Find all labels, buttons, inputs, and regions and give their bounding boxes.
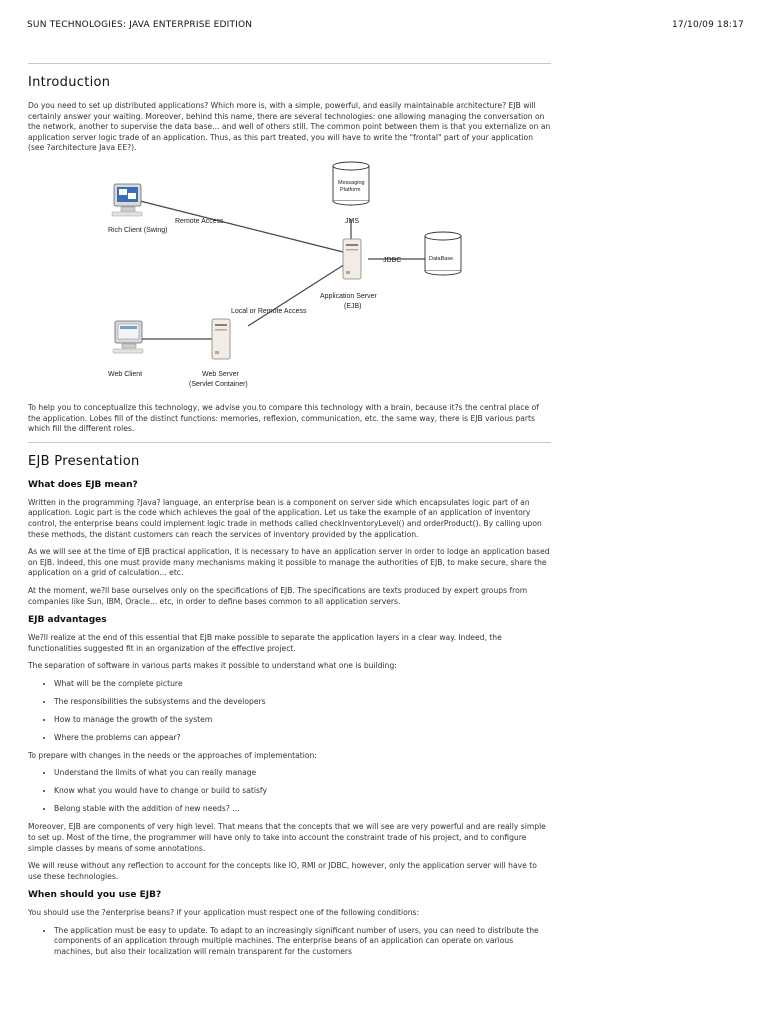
rich-client-label: Rich Client (Swing) — [108, 226, 168, 234]
web-client-label: Web Client — [108, 370, 143, 378]
list-item: • Understand the limits of what you can really manage — [54, 768, 551, 778]
platform-label: Platform — [340, 186, 361, 193]
web-server-label: Web Server — [202, 370, 239, 378]
database-icon — [425, 232, 461, 275]
servlet-container-label: (Servlet Container) — [189, 380, 248, 388]
when-list — [28, 926, 551, 957]
list-item: • How to manage the growth of the system — [54, 715, 551, 725]
advantages-heading: EJB advantages — [28, 615, 107, 626]
list-item: • Know what you would have to change or build to satisfy — [54, 786, 551, 796]
list-item: • What will be the complete picture — [54, 679, 551, 689]
intro-paragraph-1: Do you need to set up distributed applications? Which more is, with a simple, powerful, and easily maintainable architecture? EJB will certainly answer your waiting. Moreover, behind this name, there are several technologies: one allowing managing the conversation on the network, another to supervise the data base... and well of others still. The common point between them is that you externalize on an application server logic trade of an application. Thus, as this part treated, you will have to write the "frontal" part of your application (see ?architecture Java EE?). — [28, 101, 551, 153]
intro-heading: Introduction — [28, 75, 111, 90]
jms-label: JMS — [345, 217, 359, 225]
intro-paragraph-2: To help you to conceptualize this technology, we advise you to compare this technology with a brain, because it?s the central place of the application. Lobes fill of the distinct functions: memories, reflexion, communication, etc. the same way, there is EJB various parts which fill the different roles. — [28, 402, 539, 434]
messaging-label: Messaging — [338, 179, 365, 186]
advantages-paragraph-4: Moreover, EJB are components of very high level. That means that the concepts that we will see are very powerful and are really simple to set up. Most of the time, the programmer will have only to take into account the constraint trade of his project, and to configure simple classes by means of some annotations. — [28, 822, 546, 853]
list-item: • The application must be easy to update. To adapt to an increasingly significant number of users, you can need to distribute the components of an application through multiple machines. The enterprise beans of an application can operate on various machines, but also their localization will remain transparent for the customers — [54, 926, 551, 957]
architecture-diagram — [28, 161, 551, 393]
database-label: DataBase — [429, 255, 454, 262]
what-paragraph-3: At the moment, we?ll base ourselves only on the specifications of EJB. The specifications are texts produced by expert groups from companies like Sun, IBM, Oracle... etc, in order to define bases common to all application servers. — [28, 585, 528, 606]
ejb-label: (EJB) — [344, 302, 362, 310]
page-header — [27, 20, 744, 34]
web-server-icon — [212, 319, 230, 359]
divider — [28, 442, 551, 443]
main-content — [28, 63, 551, 965]
advantages-paragraph-2: The separation of software in various parts makes it possible to understand what one is building: — [28, 661, 397, 671]
what-paragraph-2: As we will see at the time of EJB practical application, it is necessary to have an application server in order to lodge an application based on EJB. Indeed, this one must provide many mechanisms making it possible to manage the authorities of EJB, to make secure, share the application on a grid of calculation... etc. — [28, 547, 550, 578]
advantages-paragraph-5: We will reuse without any reflection to account for the concepts like IO, RMI or JDBC, however, only the application server will have to use these technologies. — [28, 861, 537, 881]
list-item: • Where the problems can appear? — [54, 733, 551, 743]
what-heading: What does EJB mean? — [28, 479, 138, 490]
jdbc-label: JDBC — [383, 256, 402, 264]
web-client-icon — [113, 321, 143, 353]
rich-client-icon — [112, 184, 142, 216]
list-item: • Belong stable with the addition of new needs? ... — [54, 804, 551, 814]
local-remote-label: Local or Remote Access — [231, 307, 307, 315]
divider — [28, 63, 551, 64]
when-paragraph-1: You should use the ?enterprise beans? if your application must respect one of the following conditions: — [28, 908, 420, 918]
advantages-list-1 — [28, 679, 551, 743]
advantages-paragraph-3: To prepare with changes in the needs or the approaches of implementation: — [28, 750, 317, 760]
ejb-heading: EJB Presentation — [28, 453, 140, 469]
print-datetime: 17/10/09 18:17 — [671, 20, 744, 30]
document-title: SUN TECHNOLOGIES: JAVA ENTERPRISE EDITION — [27, 20, 253, 30]
application-server-icon — [343, 239, 361, 279]
application-server-label: Application Server — [320, 292, 377, 300]
list-item: • The responsibilities the subsystems and the developers — [54, 697, 551, 707]
remote-access-line — [140, 201, 351, 254]
advantages-list-2 — [28, 768, 551, 814]
what-paragraph-1: Written in the programming ?Java? language, an enterprise bean is a component on server side which encapsulates logic part of an application. Logic part is the code which achieves the goal of the application. Let us take the example of an application of inventory control, the enterprise beans could implement logic trade in methods called checkInventoryLevel() and orderProduct(). By calling upon these methods, the distant customers can reach the services of inventory provided by the application. — [28, 497, 542, 539]
advantages-paragraph-1: We?ll realize at the end of this essential that EJB make possible to separate the application layers in a clear way. Indeed, the functionalities suggested fit in an organization of the effective project. — [28, 633, 502, 653]
when-heading: When should you use EJB? — [28, 890, 162, 901]
remote-access-label: Remote Access — [175, 217, 224, 225]
